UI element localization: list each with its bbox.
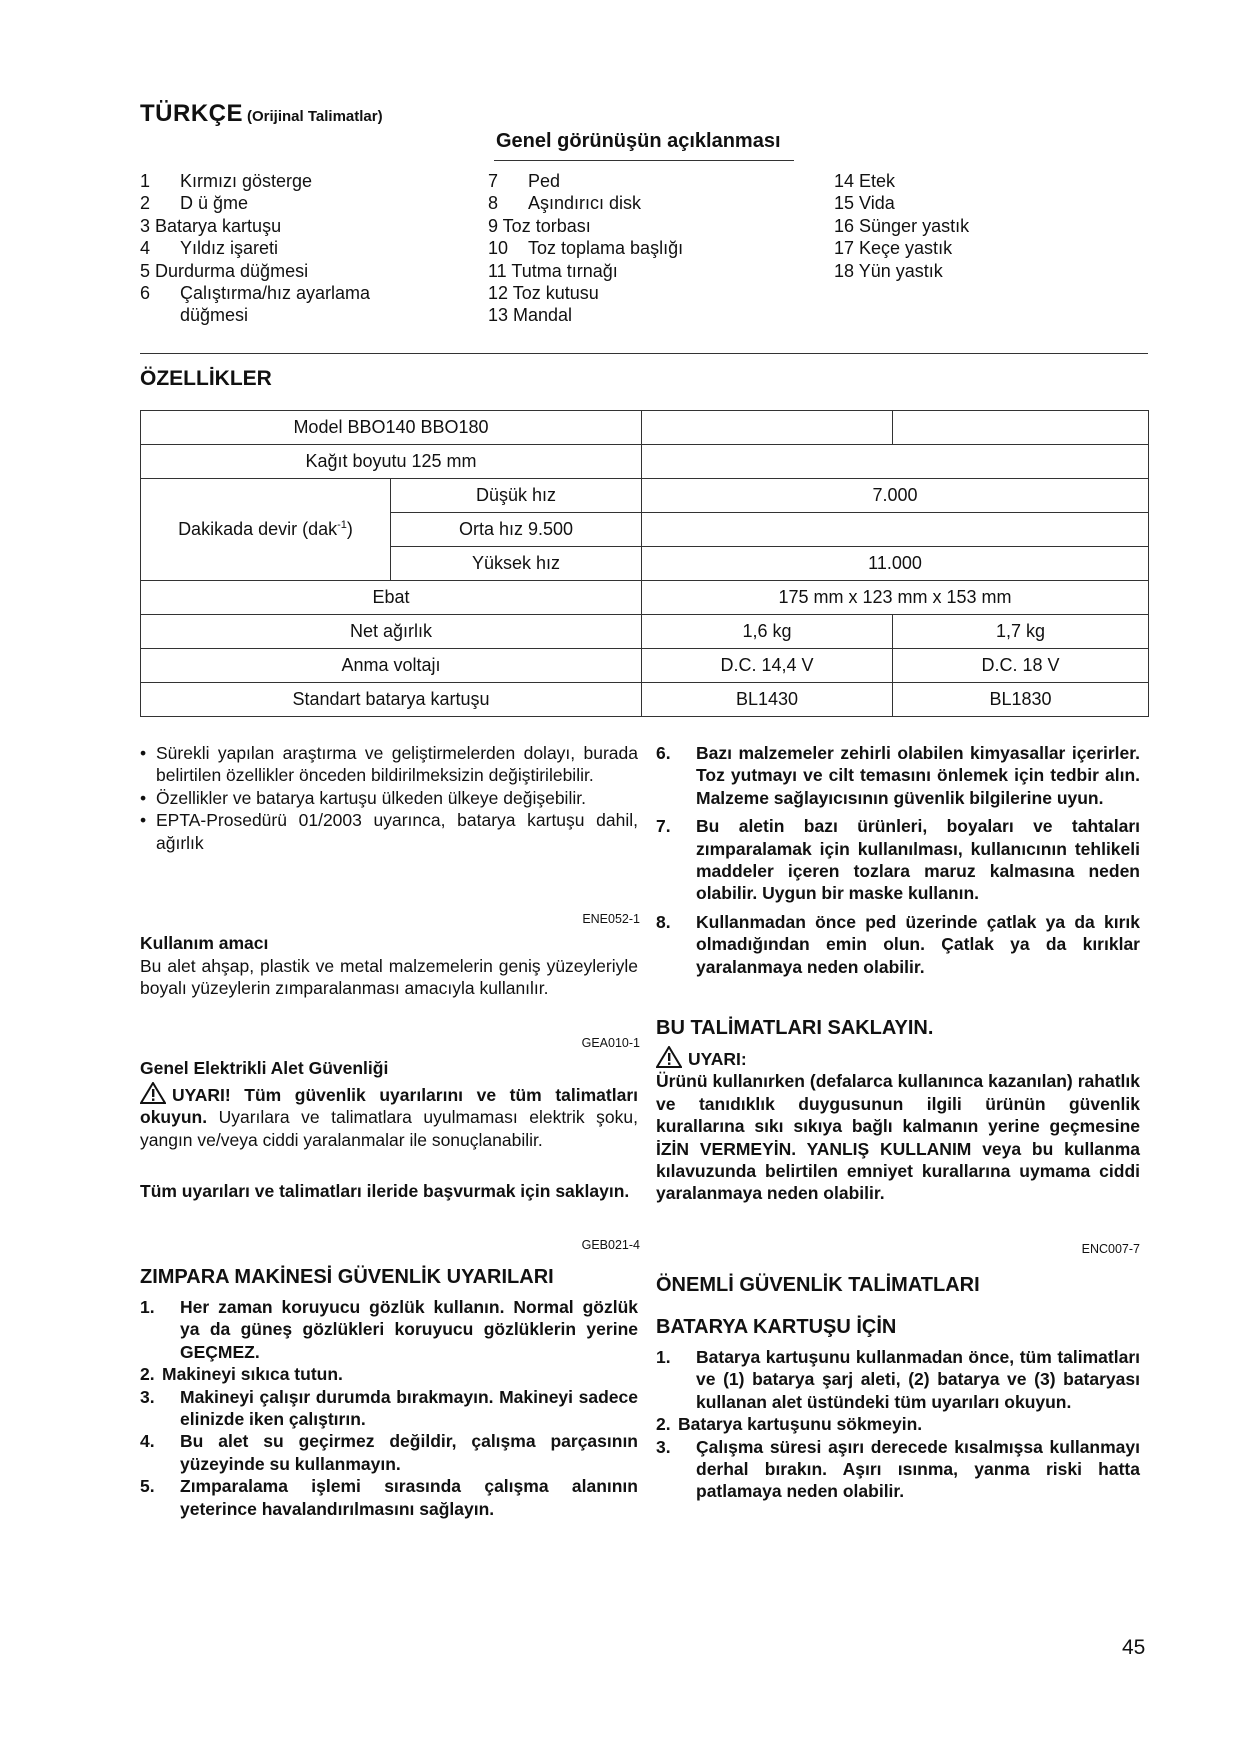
parts-column-1 [140, 170, 370, 327]
sander-safety-list [140, 1296, 638, 1520]
table-cell-empty [642, 513, 1149, 547]
warning-text: Ürünü kullanırken (defalarca kullanınca kazanılan) rahatlık ve tanıdıklık duygusunun ilgili ürünün güvenlik kurallarına sıkı sıkıya bağlı kalmanın yerine geçmesine İZİN VERMEYİN. YANLIŞ KULLANIM veya bu kullanma kılavuzunda belirtilen emniyet kurallarına uymama ciddi yaralanmaya neden olabilir. [656, 1071, 1140, 1204]
intended-use-title: Kullanım amacı [140, 933, 269, 953]
section-divider [140, 353, 1148, 354]
spec-high-speed-value: 11.000 [642, 547, 1149, 581]
intended-use-text: Bu alet ahşap, plastik ve metal malzemelerin geniş yüzeyleriyle boyalı yüzeylerin zımparalanması amacıyla kullanılır. [140, 956, 638, 999]
part-item: 2 D ü ğme [140, 193, 249, 214]
doc-code: ENC007-7 [1081, 1242, 1140, 1256]
table-row [141, 479, 1149, 513]
overview-title: Genel görünüşün açıklanması [496, 130, 781, 152]
spec-low-speed: Düşük hız [391, 479, 642, 513]
list-item: 6. Bazı malzemeler zehirli olabilen kimyasallar içerirler. Toz yutmayı ve cilt temasını önlemek için tedbir alın. Malzeme sağlayıcısının güvenlik bilgilerine uyun. [656, 743, 1140, 808]
part-item: 5 Durdurma düğmesi [140, 260, 309, 281]
list-item: 1. Her zaman koruyucu gözlük kullanın. Normal gözlük ya da güneş gözlükleri koruyucu gözlüklerin yerine GEÇMEZ. [140, 1297, 638, 1362]
table-cell-empty [642, 445, 1149, 479]
list-item: 4. Bu alet su geçirmez değildir, çalışma parçasının yüzeyinde su kullanmayın. [140, 1431, 638, 1474]
overview-underline [494, 160, 794, 161]
list-item: • Özellikler ve batarya kartuşu ülkeden ülkeye değişebilir. [140, 787, 586, 808]
spec-mid-speed: Orta hız 9.500 [391, 513, 642, 547]
part-item: 15 Vida [834, 193, 895, 214]
part-item: düğmesi [180, 305, 249, 326]
part-item: 1 Kırmızı gösterge [140, 171, 313, 191]
list-item: • EPTA-Prosedürü 01/2003 uyarınca, batarya kartuşu dahil, ağırlık [140, 810, 638, 853]
parts-column-3 [834, 170, 969, 282]
important-safety-title: ÖNEMLİ GÜVENLİK TALİMATLARI [656, 1274, 980, 1296]
table-row [141, 581, 1149, 615]
part-item: 18 Yün yastık [834, 260, 943, 281]
part-item: 14 Etek [834, 171, 896, 191]
general-safety-title: Genel Elektrikli Alet Güvenliği [140, 1058, 389, 1078]
spec-dimensions: Ebat [141, 581, 642, 615]
table-cell-empty [642, 411, 893, 445]
part-item: 12 Toz kutusu [488, 283, 599, 304]
part-item: 9 Toz torbası [488, 215, 591, 236]
warning-label: UYARI: [656, 1046, 1140, 1070]
spec-voltage-value-2: D.C. 18 V [893, 649, 1149, 683]
table-cell-empty [893, 411, 1149, 445]
part-item: 6 Çalıştırma/hız ayarlama [140, 283, 371, 304]
battery-section-title: BATARYA KARTUŞU İÇİN [656, 1316, 897, 1338]
part-item: 8 Aşındırıcı disk [488, 193, 642, 214]
page-number: 45 [1122, 1636, 1146, 1659]
general-safety-warning: UYARI! Tüm güvenlik uyarılarını ve tüm talimatları okuyun. Uyarılara ve talimatlara uyulmaması elektrik şoku, yangın ve/veya ciddi yaralanmalar ile sonuçlanabilir. [140, 1082, 638, 1151]
spec-voltage-value-1: D.C. 14,4 V [642, 649, 893, 683]
sander-safety-list-continued [656, 742, 1140, 978]
list-item: • Sürekli yapılan araştırma ve geliştirmelerden dolayı, burada belirtilen özellikler önceden bildirilmeksizin değiştirilebilir. [140, 743, 638, 786]
list-item: 7. Bu aletin bazı ürünleri, boyaları ve tahtaları zımparalamak için kullanılması, kullanıcının tehlikeli maddeler içeren tozlara maruz kalmasına neden olabilir. Uygun bir maske kullanın. [656, 816, 1140, 904]
sander-safety-title: ZIMPARA MAKİNESİ GÜVENLİK UYARILARI [140, 1266, 554, 1288]
list-item: 3. Çalışma süresi aşırı derecede kısalmışsa kullanmayı derhal bırakın. Aşırı ısınma, yanma riski hatta patlamaya neden olabilir. [656, 1436, 1140, 1502]
table-row [141, 411, 1149, 445]
part-item: 10 Toz toplama başlığı [488, 238, 684, 259]
list-item: 8. Kullanmadan önce ped üzerinde çatlak ya da kırık olmadığından emin olun. Çatlak ya da kırıklar yaralanmaya neden olabilir. [656, 911, 1140, 977]
table-row [141, 445, 1149, 479]
spec-voltage: Anma voltajı [141, 649, 642, 683]
spec-paper-size: Kağıt boyutu 125 mm [141, 445, 642, 479]
parts-column-2 [488, 170, 683, 327]
doc-code: GEA010-1 [581, 1036, 640, 1050]
spec-battery-value-2: BL1830 [893, 683, 1149, 717]
spec-net-weight: Net ağırlık [141, 615, 642, 649]
part-item: 17 Keçe yastık [834, 238, 953, 259]
warning-triangle-icon [140, 1082, 166, 1104]
table-row [141, 615, 1149, 649]
general-safety-keep: Tüm uyarıları ve talimatları ileride başvurmak için saklayın. [140, 1181, 630, 1201]
battery-safety-list [656, 1346, 1140, 1503]
spec-net-weight-value-1: 1,6 kg [642, 615, 893, 649]
table-row [141, 649, 1149, 683]
specifications-title: ÖZELLİKLER [140, 367, 272, 390]
part-item: 11 Tutma tırnağı [488, 260, 618, 281]
list-item: 2. Batarya kartuşunu sökmeyin. [656, 1414, 923, 1435]
spec-battery: Standart batarya kartuşu [141, 683, 642, 717]
page-language-title [140, 100, 383, 128]
part-item: 16 Sünger yastık [834, 215, 970, 236]
doc-code: ENE052-1 [582, 912, 640, 926]
part-item: 3 Batarya kartuşu [140, 215, 282, 236]
save-instructions-title: BU TALİMATLARI SAKLAYIN. [656, 1017, 934, 1039]
spec-dimensions-value: 175 mm x 123 mm x 153 mm [642, 581, 1149, 615]
doc-code: GEB021-4 [581, 1238, 640, 1252]
list-item: 3. Makineyi çalışır durumda bırakmayın. Makineyi sadece elinizde iken çalıştırın. [140, 1386, 638, 1430]
spec-high-speed: Yüksek hız [391, 547, 642, 581]
specifications-table [140, 410, 1149, 717]
spec-low-speed-value: 7.000 [642, 479, 1149, 513]
warning-triangle-icon [656, 1046, 682, 1068]
warning-block [656, 1046, 1140, 1205]
language-label: TÜRKÇE [140, 100, 243, 127]
spec-rpm-label: Dakikada devir (dak$^{-1}$) [141, 479, 391, 581]
part-item: 4 Yıldız işareti [140, 238, 279, 259]
spec-model: Model BBO140 BBO180 [141, 411, 642, 445]
part-item: 13 Mandal [488, 305, 573, 326]
spec-net-weight-value-2: 1,7 kg [893, 615, 1149, 649]
original-instructions-label: (Orijinal Talimatlar) [247, 108, 383, 125]
table-row [141, 683, 1149, 717]
spec-notes [140, 742, 638, 854]
list-item: 5. Zımparalama işlemi sırasında çalışma alanının yeterince havalandırılmasını sağlayın. [140, 1476, 638, 1519]
part-item: 7 Ped [488, 171, 561, 191]
list-item: 1. Batarya kartuşunu kullanmadan önce, tüm talimatları ve (1) batarya şarj aleti, (2) batarya ve (3) bataryası kullanan alet üstündeki tüm uyarıları okuyun. [656, 1347, 1140, 1412]
list-item: 2. Makineyi sıkıca tutun. [140, 1364, 343, 1385]
spec-battery-value-1: BL1430 [642, 683, 893, 717]
